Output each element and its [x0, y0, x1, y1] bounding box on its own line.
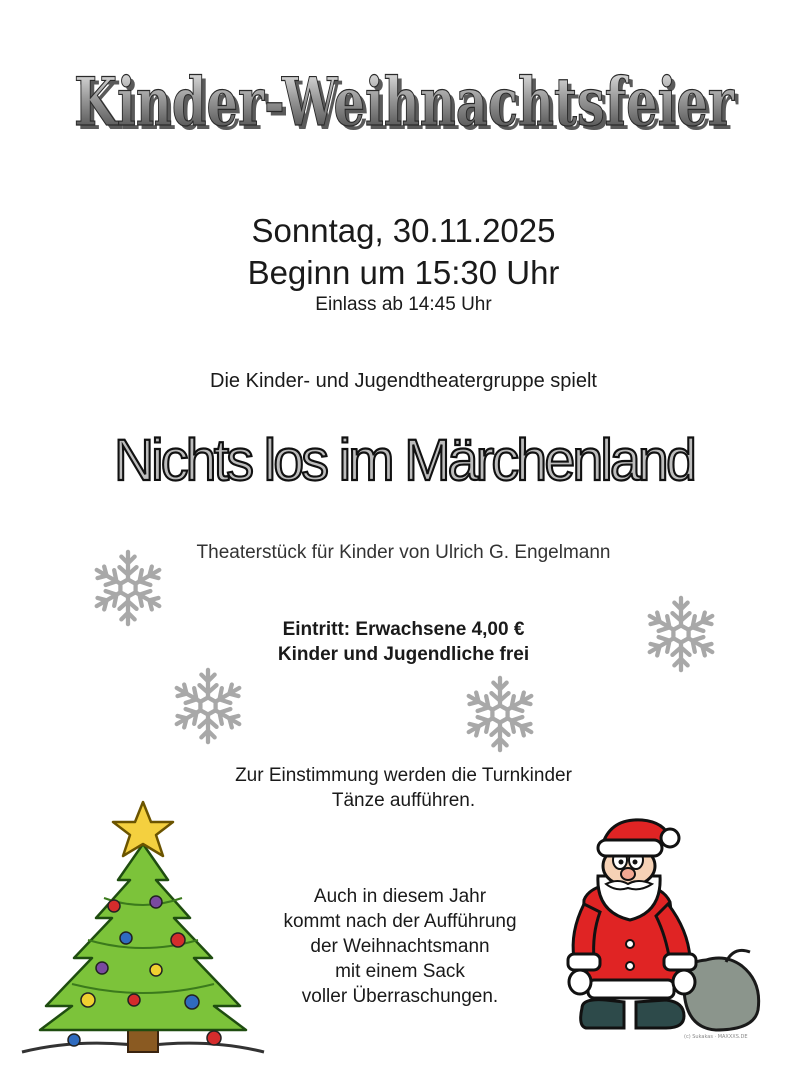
play-title: [0, 418, 807, 498]
play-title-text: Nichts los im Märchenland: [113, 428, 694, 493]
santa-text-line-4: mit einem Sack: [335, 961, 465, 982]
intro-line: Die Kinder- und Jugendtheatergruppe spielt: [210, 370, 597, 392]
author-line: Theaterstück für Kinder von Ulrich G. Engelmann: [196, 542, 611, 563]
christmas-tree-illustration: [18, 800, 268, 1065]
santa-text-line-1: Auch in diesem Jahr: [313, 886, 487, 907]
clipart-credit: (c) Sukakas · MAXXXS.DE: [684, 1034, 748, 1040]
entry-time: Einlass ab 14:45 Uhr: [315, 294, 492, 315]
price-adults: Eintritt: Erwachsene 4,00 €: [282, 619, 525, 640]
santa-text-line-5: voller Überraschungen.: [301, 986, 499, 1007]
event-date: Sonntag, 30.11.2025: [251, 212, 556, 249]
snowflake-icon: [170, 664, 246, 748]
snowflake-icon: [90, 546, 166, 630]
santa-text-line-3: der Weihnachtsmann: [310, 936, 490, 957]
main-title-shadow: Kinder-Weihnachtsfeier: [77, 67, 739, 145]
snowflake-icon: [643, 592, 719, 676]
main-title-text: Kinder-Weihnachtsfeier: [73, 63, 735, 141]
main-title: [0, 52, 807, 152]
santa-claus-illustration: [566, 812, 766, 1040]
dance-line-1: Zur Einstimmung werden die Turnkinder: [235, 765, 572, 786]
snowflake-icon: [462, 672, 538, 756]
dance-line-2: Tänze aufführen.: [331, 790, 476, 811]
price-children: Kinder und Jugendliche frei: [277, 644, 530, 665]
event-start-time: Beginn um 15:30 Uhr: [247, 254, 560, 291]
santa-text-line-2: kommt nach der Aufführung: [283, 911, 517, 932]
